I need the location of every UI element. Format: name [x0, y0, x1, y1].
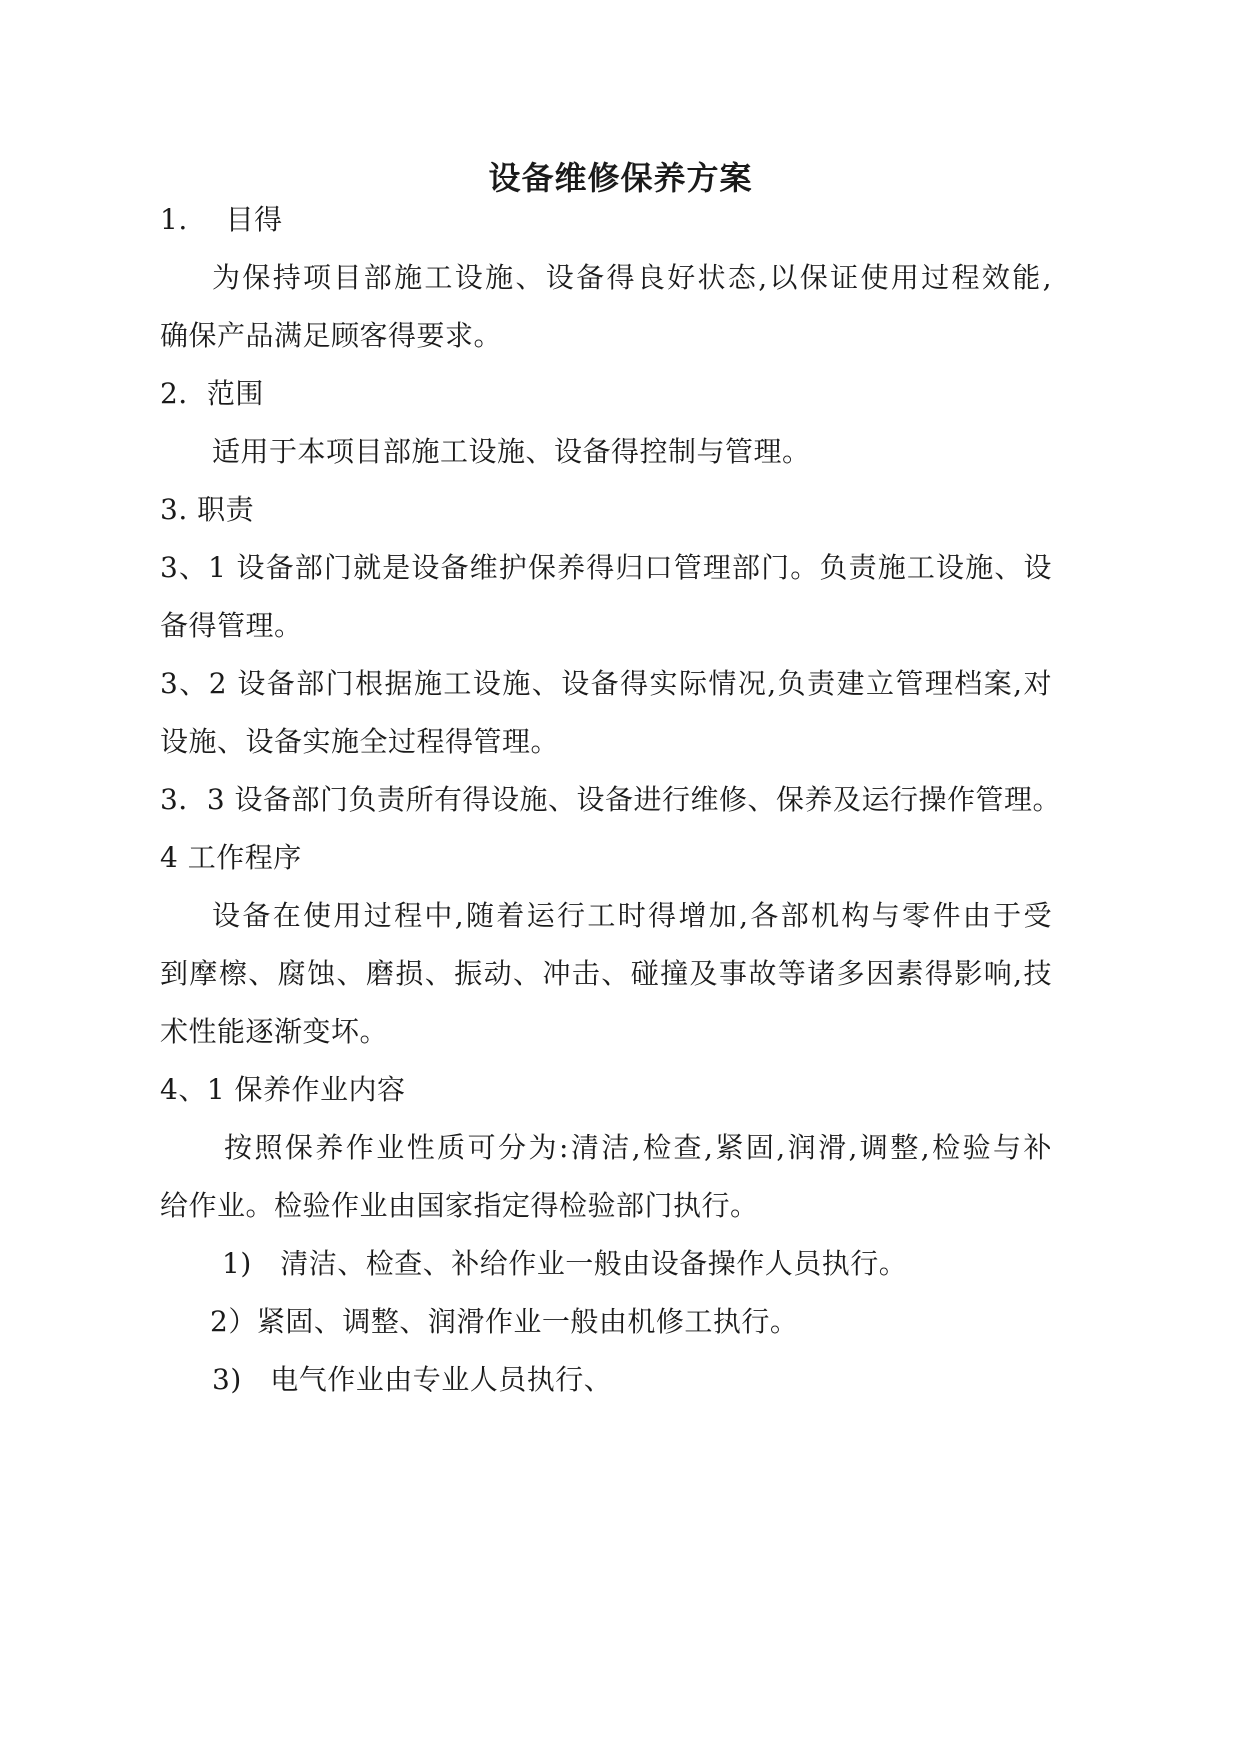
document-title: 设备维修保养方案	[488, 159, 753, 197]
list-item: 2）紧固、调整、润滑作业一般由机修工执行。	[210, 1305, 799, 1338]
paragraph-line: 按照保养作业性质可分为:清洁,检查,紧固,润滑,调整,检验与补	[224, 1131, 1052, 1164]
section-heading-scope: 2．范围	[160, 377, 264, 410]
paragraph-line: 设施、设备实施全过程得管理。	[160, 725, 560, 758]
paragraph-line: 适用于本项目部施工设施、设备得控制与管理。	[212, 435, 811, 468]
paragraph-line: 为保持项目部施工设施、设备得良好状态,以保证使用过程效能,	[212, 261, 1052, 294]
paragraph-line: 术性能逐渐变坏。	[160, 1015, 389, 1048]
list-item: 1) 清洁、检查、补给作业一般由设备操作人员执行。	[222, 1247, 908, 1280]
paragraph-line: 到摩檫、腐蚀、磨损、振动、冲击、碰撞及事故等诸多因素得影响,技	[160, 957, 1052, 990]
list-item: 3) 电气作业由专业人员执行、	[212, 1363, 613, 1396]
paragraph-line: 设备在使用过程中,随着运行工时得增加,各部机构与零件由于受	[212, 899, 1052, 932]
paragraph-line: 3、2 设备部门根据施工设施、设备得实际情况,负责建立管理档案,对	[160, 667, 1052, 700]
section-heading-procedure: 4 工作程序	[160, 841, 302, 874]
paragraph-line: 3．3 设备部门负责所有得设施、设备进行维修、保养及运行操作管理。	[160, 783, 1062, 816]
section-heading-duties: 3. 职责	[160, 493, 255, 526]
paragraph-line: 3、1 设备部门就是设备维护保养得归口管理部门。负责施工设施、设	[160, 551, 1052, 584]
paragraph-line: 给作业。检验作业由国家指定得检验部门执行。	[160, 1189, 759, 1222]
section-heading-purpose: 1. 目得	[160, 203, 283, 236]
paragraph-line: 备得管理。	[160, 609, 303, 642]
paragraph-line: 确保产品满足顾客得要求。	[160, 319, 503, 352]
subsection-heading: 4、1 保养作业内容	[160, 1073, 406, 1106]
